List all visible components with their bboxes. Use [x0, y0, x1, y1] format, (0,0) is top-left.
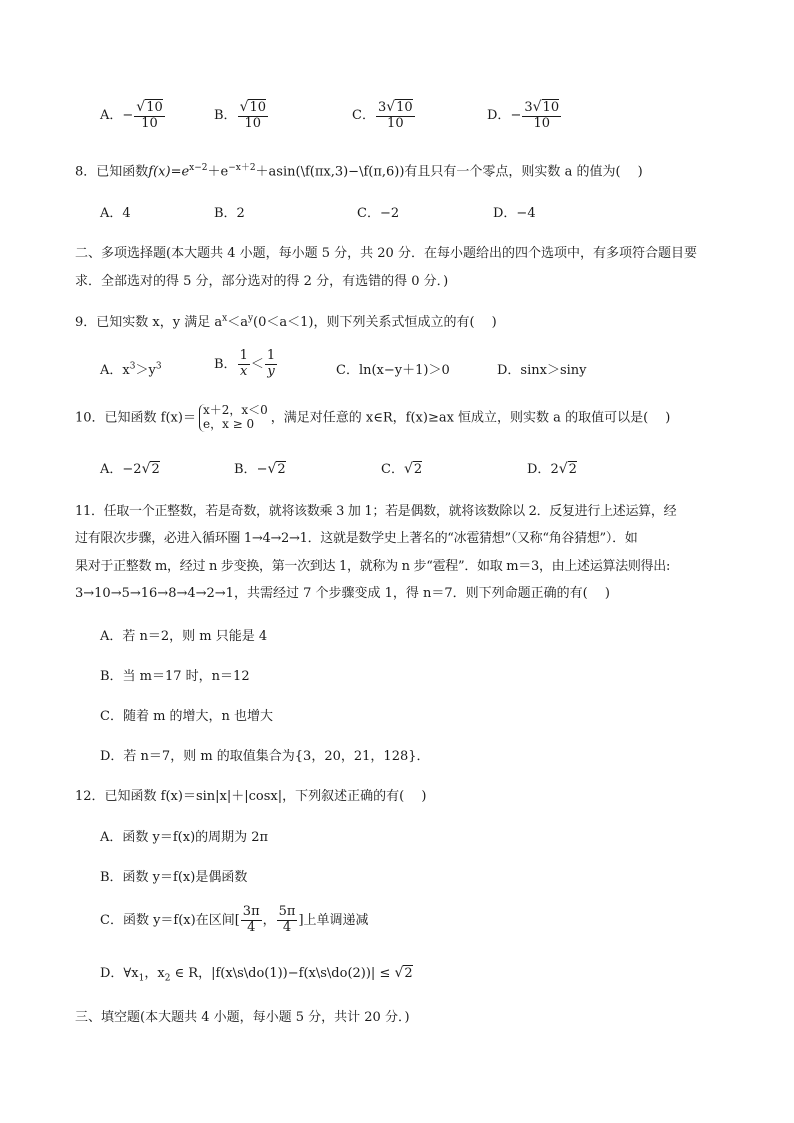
- q8-option-d: D．−4: [493, 206, 536, 221]
- q11-line3: 果对于正整数 m，经过 n 步变换，第一次到达 1，就称为 n 步“雹程”．如取 m＝3，由上述运算法则得出:: [75, 559, 671, 574]
- fraction: $\frac{3√10}{10}$: [377, 99, 413, 131]
- q9-stem: 9．已知实数 x，y 满足 $a^x<a^y(0<a<1)$，则下列关系式恒成立的有( ): [75, 313, 497, 330]
- q12-stem: 12．已知函数 f(x)＝sin|x|＋|cosx|，下列叙述正确的有( ): [75, 789, 427, 804]
- q12-option-b: B．函数 y＝f(x)是偶函数: [100, 870, 248, 885]
- q9-option-d: D．sinx＞siny: [497, 363, 587, 378]
- section3-heading: 三、填空题(本大题共 4 小题，每小题 5 分，共计 20 分．): [75, 1010, 410, 1025]
- q11-line4: 3→10→5→16→8→4→2→1，共需经过 7 个步骤变成 1，得 n＝7．则下列命题正确的有( ): [75, 586, 610, 601]
- q9-option-a: A．$x^3>y^3$: [100, 361, 162, 378]
- q10-option-b: B．−√2: [234, 461, 286, 477]
- q11-option-b: B．当 m＝17 时，n＝12: [100, 669, 250, 684]
- q8-option-a: A．4: [100, 206, 131, 221]
- q10-option-a: A．−2√2: [100, 461, 160, 477]
- q7-option-a: A．− $\frac{√10}{10}$: [100, 99, 163, 131]
- q10-option-c: C．√2: [381, 461, 423, 477]
- fraction: $\frac{3√10}{10}$: [524, 99, 560, 131]
- q11-option-d: D．若 n＝7，则 m 的取值集合为{3，20，21，128}．: [100, 749, 430, 764]
- q8-option-c: C．−2: [357, 206, 400, 221]
- q7-option-d: D．− $\frac{3√10}{10}$: [487, 99, 560, 131]
- piecewise-brace: x＋2，x＜0 e，x ≥ 0: [199, 404, 268, 432]
- q11-line2: 过有限次步骤，必进入循环圈 1→4→2→1．这就是数学史上著名的“冰雹猜想”（又称“角谷猜想”）．如: [75, 531, 638, 546]
- q7-option-b: B． $\frac{√10}{10}$: [214, 99, 267, 131]
- q11-option-a: A．若 n＝2，则 m 只能是 4: [100, 629, 268, 644]
- q12-option-d: D．$\forall x_1$，$x_2$ ∈ R，|f(x\s\do(1))−f(x\s\do(2))| ≤ √2: [100, 965, 413, 984]
- section2-heading-line1: 二、多项选择题(本大题共 4 小题，每小题 5 分，共 20 分．在每小题给出的四个选项中，有多项符合题目要: [75, 246, 697, 261]
- fraction: $\frac{√10}{10}$: [239, 99, 267, 131]
- section2-heading-line2: 求．全部选对的得 5 分，部分选对的得 2 分，有选错的得 0 分．): [75, 274, 449, 289]
- fraction: $\frac{√10}{10}$: [136, 99, 163, 131]
- q12-option-a: A．函数 y＝f(x)的周期为 2π: [100, 830, 269, 845]
- q12-option-c: C．函数 y＝f(x)在区间[ $\frac{3\pi}{4}$ ， $\frac{5\pi}{4}$ ]上单调递减: [100, 904, 369, 935]
- q8-option-b: B．2: [214, 206, 245, 221]
- q10-option-d: D．2√2: [527, 461, 577, 477]
- q7-option-c: C． $\frac{3√10}{10}$: [352, 99, 413, 131]
- q10-stem: 10．已知函数 f(x)＝ x＋2，x＜0 e，x ≥ 0 ，满足对任意的 x∈R，f(x)≥ax 恒成立，则实数 a 的取值可以是( ): [75, 403, 671, 431]
- q11-line1: 11．任取一个正整数，若是奇数，就将该数乘 3 加 1；若是偶数，就将该数除以 2．反复进行上述运算，经: [75, 504, 677, 519]
- q9-option-b: B． $\frac{1}{x}$ ＜ $\frac{1}{y}$: [214, 348, 276, 379]
- q9-option-c: C．ln(x−y＋1)＞0: [336, 363, 450, 378]
- q8-stem: 8．已知函数$f(x)=e^{x-2}+e^{-x+2}+asin(\backslash f(\pi x,3)-\backslash f(\pi,6))$有且只有一个零点，则实数 a 的值为( ): [75, 163, 643, 180]
- q11-option-c: C．随着 m 的增大，n 也增大: [100, 709, 274, 724]
